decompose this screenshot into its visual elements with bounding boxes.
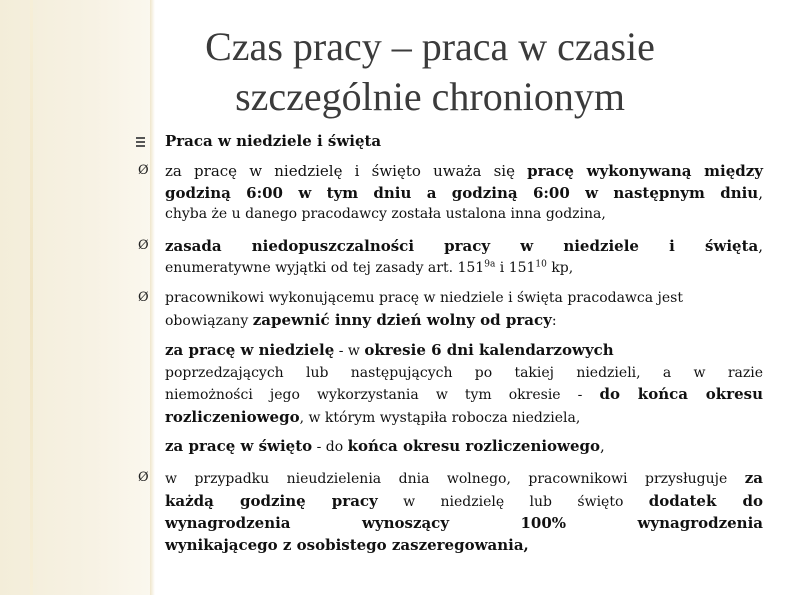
p6-line1: w przypadku nieudzielenia dnia wolnego, pracownikowi przysługuje za xyxy=(165,469,763,487)
arrow-bullet-icon: Ø xyxy=(138,238,149,253)
paragraph-allowance xyxy=(165,468,763,556)
p1-line2: godziną 6:00 w tym dniu a godziną 6:00 w następnym dniu, xyxy=(165,183,763,202)
p3-line2: obowiązany zapewnić inny dzień wolny od pracy: xyxy=(165,310,557,329)
p4-line3: niemożności jego wykorzystania w tym okresie - do końca okresu xyxy=(165,385,763,403)
arrow-bullet-icon: Ø xyxy=(138,163,149,178)
decorative-sidebar xyxy=(0,0,155,595)
paragraph-sunday-period xyxy=(165,340,763,429)
p4-line1: za pracę w niedzielę - w okresie 6 dni kalendarzowych xyxy=(165,341,614,359)
paragraph-holiday-period: za pracę w święto - do końca okresu rozliczeniowego, xyxy=(165,437,605,455)
arrow-bullet-icon: Ø xyxy=(138,290,149,305)
paragraph-day-off xyxy=(165,288,763,332)
p6-line2: każdą godzinę pracy w niedzielę lub święto dodatek do xyxy=(165,491,763,510)
sidebar-stripe xyxy=(30,0,33,595)
title-line-2: szczególnie chronionym xyxy=(235,74,625,119)
p4-line4: rozliczeniowego, w którym wystąpiła robocza niedziela, xyxy=(165,407,581,426)
p1-line3: chyba że u danego pracodawcy została ustalona inna godzina, xyxy=(165,206,606,222)
p2-line1: zasada niedopuszczalności pracy w niedziele i święta, xyxy=(165,237,763,255)
paragraph-principle xyxy=(165,236,763,279)
arrow-bullet-icon: Ø xyxy=(138,470,149,485)
p1-line1: za pracę w niedzielę i święto uważa się pracę wykonywaną między xyxy=(165,162,763,180)
p2-line2: enumeratywne wyjątki od tej zasady art. $151^{9a}$ i $151^{10}$ kp, xyxy=(165,258,574,276)
slide-title xyxy=(150,22,710,122)
p3-line1: pracownikowi wykonującemu pracę w niedziele i święta pracodawca jest xyxy=(165,290,683,306)
p4-line2: poprzedzających lub następujących po takiej niedzieli, a w razie xyxy=(165,364,763,381)
heading-bullet-icon xyxy=(136,136,148,148)
title-line-1: Czas pracy – praca w czasie xyxy=(205,24,655,69)
p6-line4: wynikającego z osobistego zaszeregowania, xyxy=(165,535,529,554)
section-heading: Praca w niedziele i święta xyxy=(165,132,382,150)
p6-line3: wynagrodzenia wynoszący 100% wynagrodzenia xyxy=(165,514,763,532)
paragraph-sunday-definition xyxy=(165,161,763,226)
